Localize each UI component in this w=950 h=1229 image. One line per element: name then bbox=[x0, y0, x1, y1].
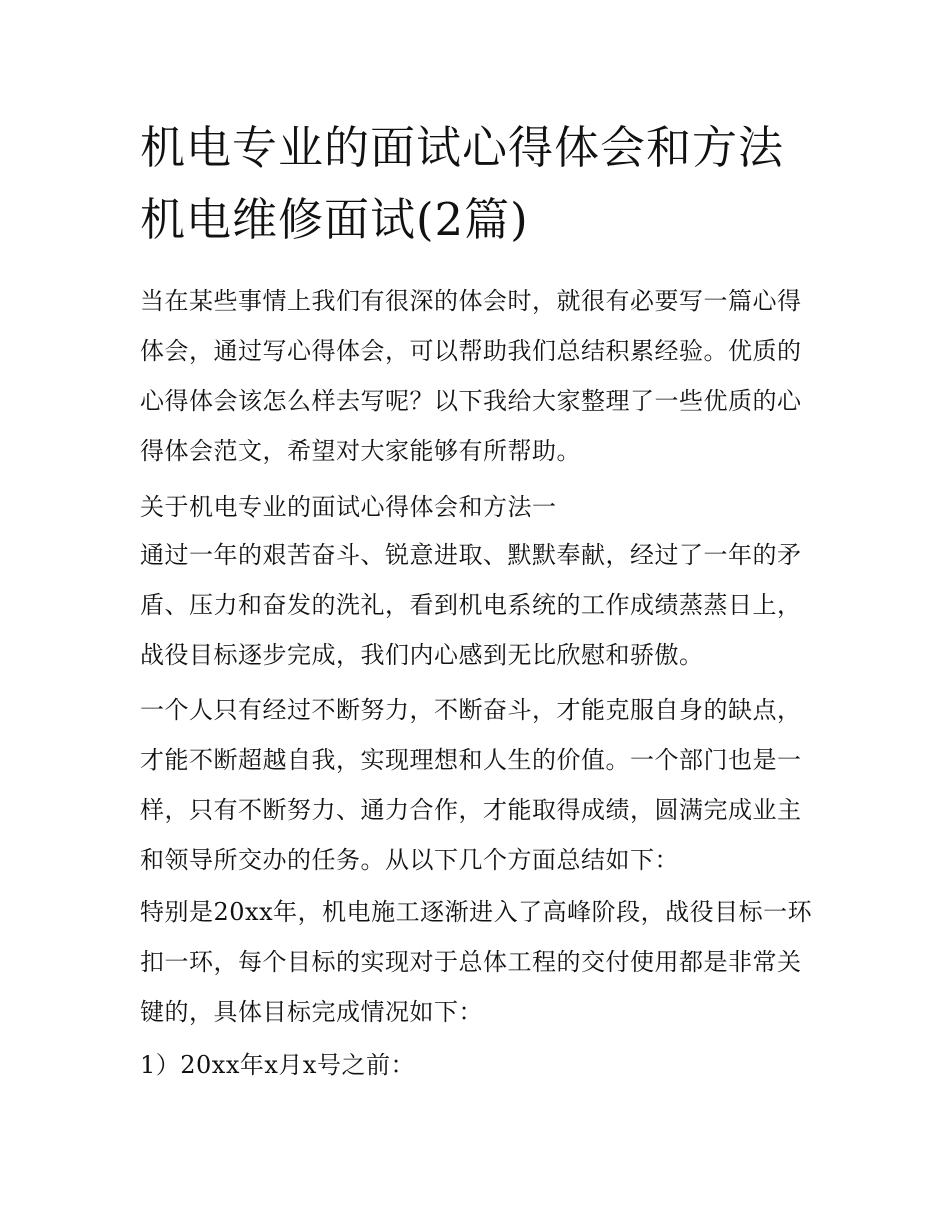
body-paragraph: 一个人只有经过不断努力，不断奋斗，才能克服自身的缺点，才能不断超越自我，实现理想和人生的价值。一个部门也是一样，只有不断努力、通力合作，才能取得成绩，圆满完成业主和领导所交办的任务。从以下几个方面总结如下： bbox=[140, 696, 802, 874]
section-heading: 关于机电专业的面试心得体会和方法一 bbox=[140, 493, 557, 521]
list-item: 1）20xx年x月x号之前： bbox=[140, 1051, 415, 1079]
body-paragraph: 通过一年的艰苦奋斗、锐意进取、默默奉献，经过了一年的矛盾、压力和奋发的洗礼，看到机电系统的工作成绩蒸蒸日上，战役目标逐步完成，我们内心感到无比欣慰和骄傲。 bbox=[140, 541, 802, 669]
body-paragraph: 特别是20xx年，机电施工逐渐进入了高峰阶段，战役目标一环扣一环，每个目标的实现对于总体工程的交付使用都是非常关键的，具体目标完成情况如下： bbox=[140, 898, 813, 1026]
document-title: 机电专业的面试心得体会和方法 机电维修面试(2篇) bbox=[140, 121, 785, 246]
intro-paragraph: 当在某些事情上我们有很深的体会时，就很有必要写一篇心得体会，通过写心得体会，可以帮助我们总结积累经验。优质的心得体会该怎么样去写呢？以下我给大家整理了一些优质的心得体会范文，希望对大家能够有所帮助。 bbox=[140, 287, 802, 465]
